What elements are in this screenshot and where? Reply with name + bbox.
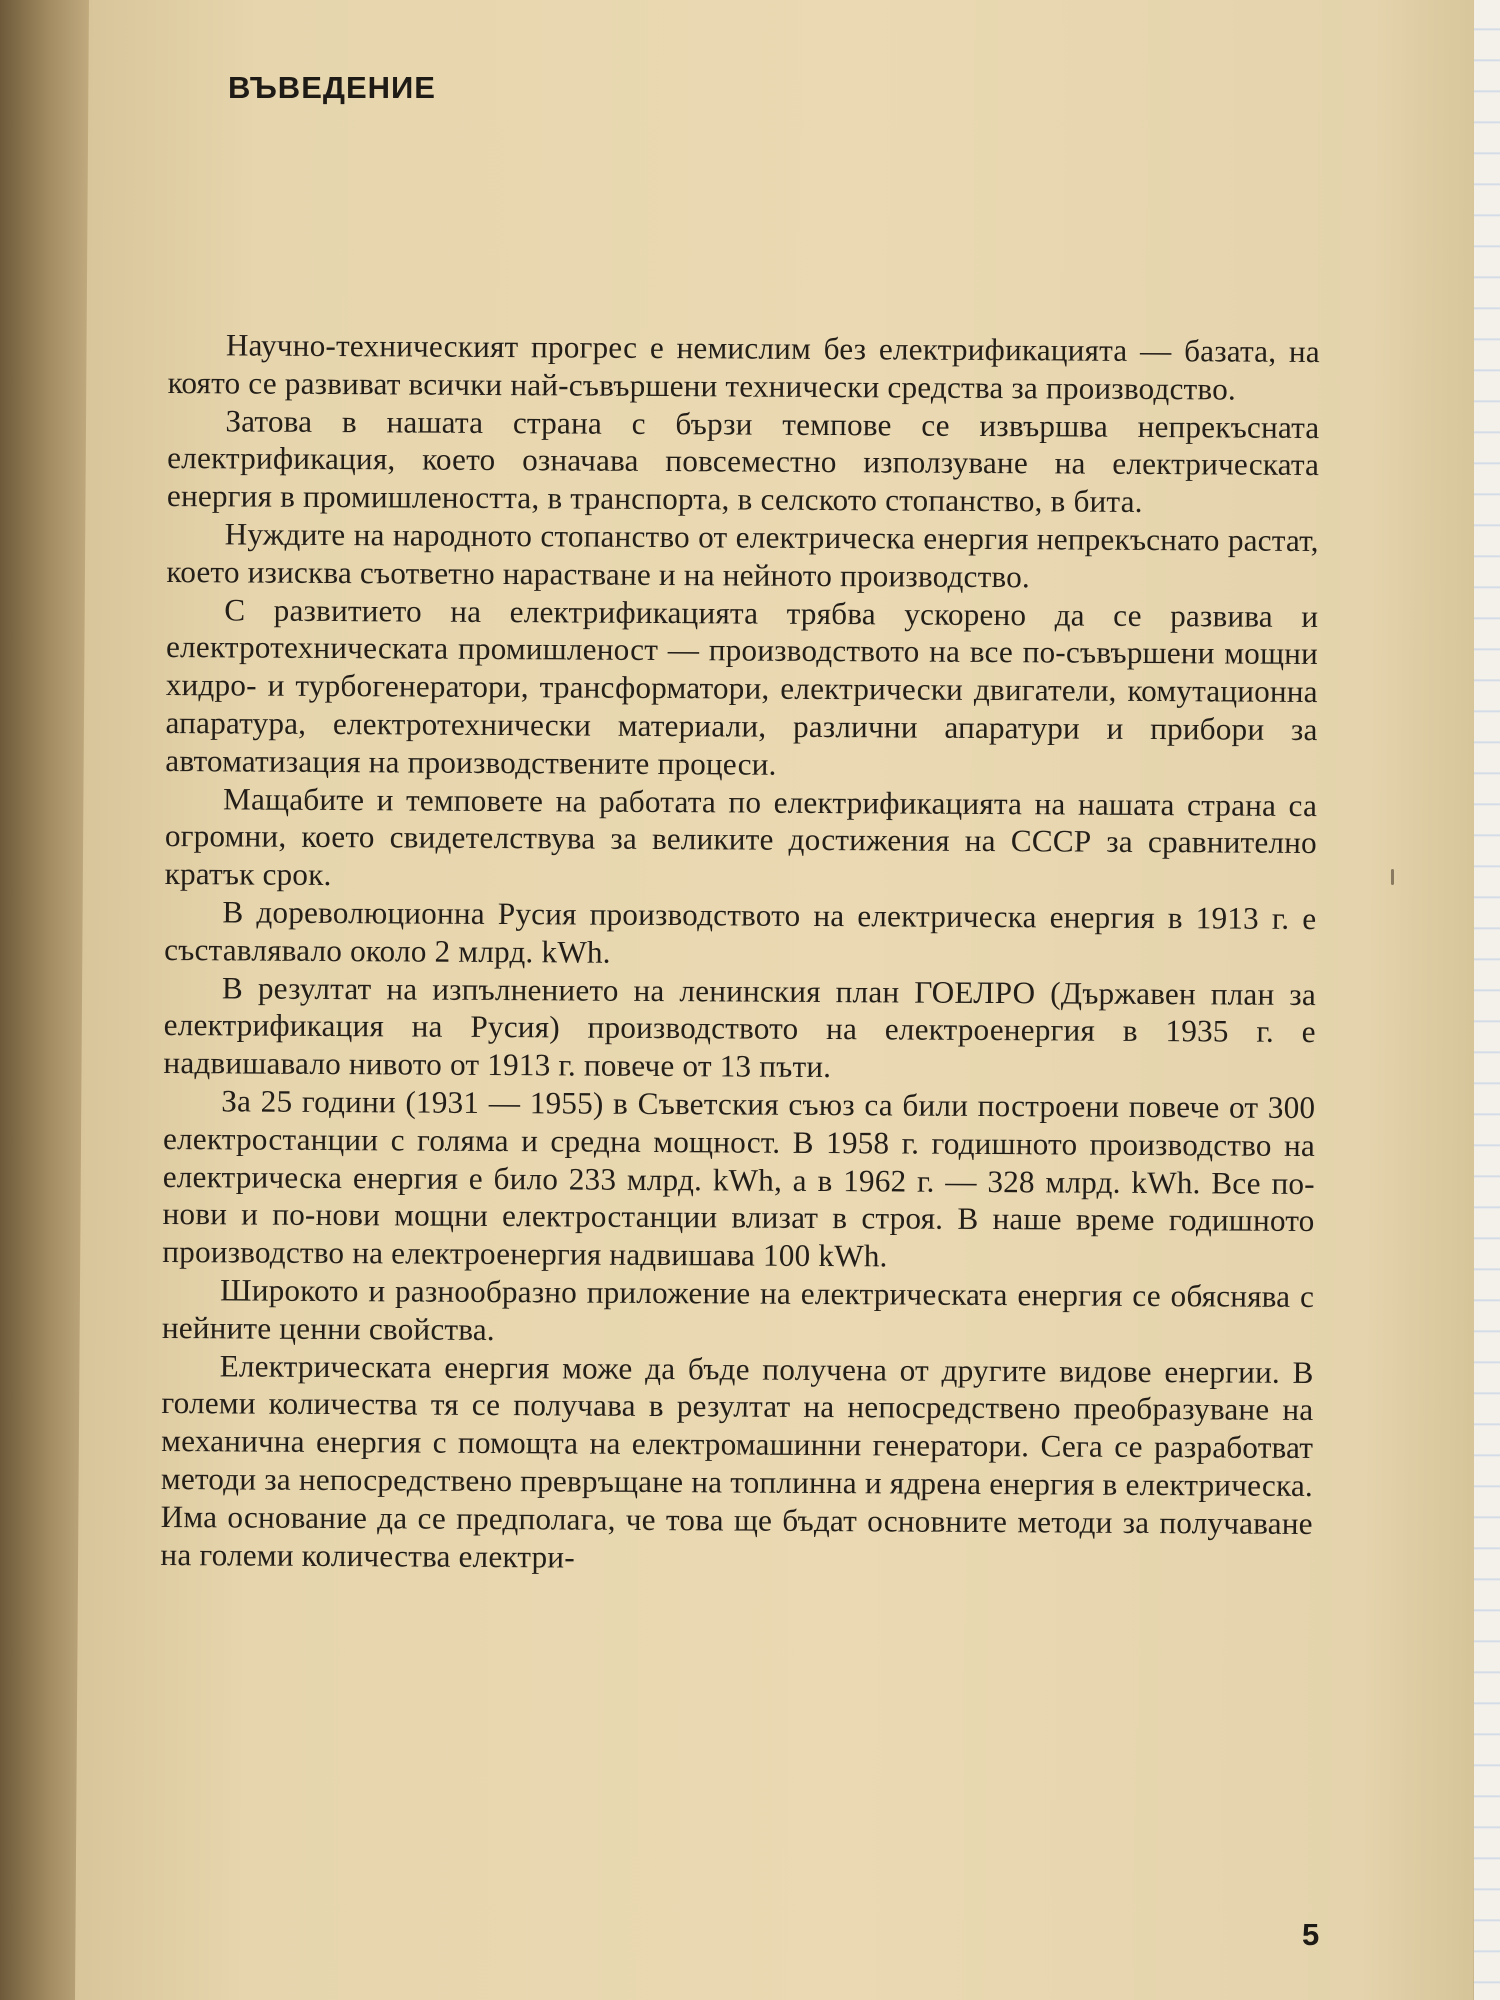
chapter-heading: ВЪВЕДЕНИЕ bbox=[228, 70, 436, 105]
paragraph: За 25 години (1931 — 1955) в Съветския съюз са били построени повече от 300 електростанции с голяма и средна мощност. В 1958 г. годишното производство на електрическа енергия е било 233 млрд. kWh, а в 1962 г. — 328 млрд. kWh. Все по-нови и по-нови мощни електростанции влизат в строя. В наше време годишното производство на електроенергия надвишава 100 kWh. bbox=[162, 1083, 1316, 1274]
body-text bbox=[160, 326, 1320, 1580]
paragraph: Затова в нашата страна с бързи темпове се извършва непрекъсната електрификация, което означава повсеместно използуване на електрическата енергия в промишлеността, в транспорта, в селското стопанство, в бита. bbox=[166, 402, 1320, 520]
paragraph: Мащабите и темповете на работата по електрификацията на нашата страна са огромни, което свидетелствува за великите достижения на СССР за сравнително кратък срок. bbox=[164, 780, 1318, 893]
paragraph: В дореволюционна Русия производството на електрическа енергия в 1913 г. е съставлявало около 2 млрд. kWh. bbox=[164, 894, 1317, 970]
paper-mark bbox=[1391, 869, 1394, 885]
paragraph: Нуждите на народното стопанство от електрическа енергия непрекъснато растат, което изисква съответно нарастване и на нейното производство. bbox=[166, 516, 1319, 595]
paragraph: Широкото и разнообразно приложение на електрическата енергия се обяснява с нейните ценни свойства. bbox=[161, 1272, 1315, 1347]
paragraph: Електрическата енергия може да бъде получена от другите видове енергии. В големи количества тя се получава в резултат на непосредствено преобразуване на механична енергия с помощта на електромашинни генератори. Сега се разработват методи за непосредствено превръщане на топлинна и ядрена енергия в електрическа. Има основание да се предполага, че това ще бъдат основните методи за получаване на големи количества електри- bbox=[160, 1347, 1314, 1575]
paragraph: Научно-техническият прогрес е немислим без електрификацията — базата, на която се развиват всички най-съвършени технически средства за производство. bbox=[167, 327, 1320, 407]
notebook-paper-edge bbox=[1474, 0, 1500, 2000]
paragraph: С развитието на електрификацията трябва ускорено да се развива и електротехническата промишленост — производството на все по-съвършени мощни хидро- и турбогенератори, трансформатори, електрически двигатели, комутационна апаратура, електротехнически материали, различни апаратури и прибори за автоматизация на производствените процеси. bbox=[165, 591, 1319, 782]
paragraph: В резултат на изпълнението на ленинския план ГОЕЛРО (Държавен план за електрификация на Русия) производството на електроенергия в 1935 г. е надвишавало нивото от 1913 г. повече от 13 пъти. bbox=[163, 969, 1317, 1085]
page-number: 5 bbox=[1302, 1917, 1320, 1952]
